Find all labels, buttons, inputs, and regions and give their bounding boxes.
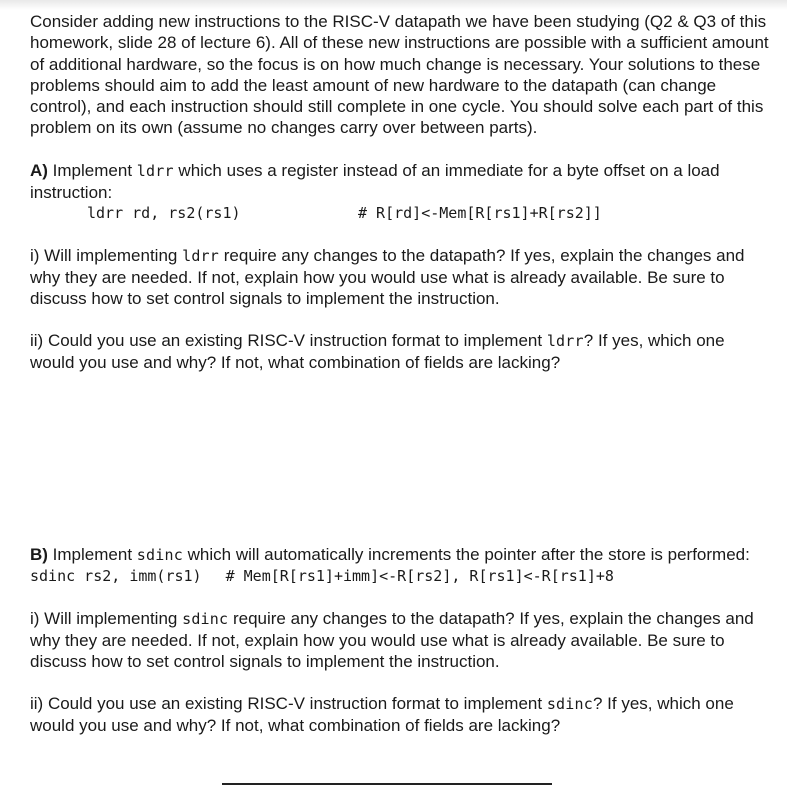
part-a-q1-pre: i) Will implementing [30, 245, 183, 265]
part-b-code-syntax: sdinc rs2, imm(rs1) [30, 567, 202, 586]
part-b-desc-pre: Implement [47, 545, 137, 565]
part-b-q1-pre: i) Will implementing [30, 608, 183, 628]
part-a-desc-pre: Implement [47, 160, 137, 180]
part-b [30, 544, 770, 736]
answer-space [30, 373, 770, 544]
part-a-question-2 [30, 330, 770, 374]
part-b-desc-post: which will automatically increments the pointer after the store is performed: [182, 545, 750, 565]
part-b-question-1 [30, 608, 770, 673]
part-a-code-comment: # R[rd]<-Mem[R[rs1]+R[rs2]] [358, 204, 602, 223]
part-b-question-2 [30, 693, 770, 737]
part-b-q2-pre: ii) Could you use an existing RISC-V instruction format to implement [30, 693, 547, 713]
part-b-label: B) [30, 545, 48, 565]
part-b-description [30, 544, 770, 566]
part-a-q1-post: require any changes to the datapath? If yes, explain the changes and why they are needed. If not, explain how you would use what is already available. Be sure to discuss how to set control signals to implement the instruction. [30, 245, 745, 309]
part-b-q2-post: ? If yes, which one would you use and why? If not, what combination of fields are lacking? [30, 693, 734, 735]
part-b-q1-instr: sdinc [182, 609, 229, 628]
part-a-code-syntax: ldrr rd, rs2(rs1) [87, 204, 241, 223]
part-b-instr: sdinc [136, 546, 183, 565]
text-selection-underline [222, 783, 552, 785]
part-b-code-comment: # Mem[R[rs1]+imm]<-R[rs2], R[rs1]<-R[rs1]+8 [225, 567, 614, 586]
part-a-q2-post: ? If yes, which one would you use and why? If not, what combination of fields are lacking? [30, 330, 725, 372]
part-a-desc-post: which uses a register instead of an immediate for a byte offset on a load instruction: [30, 160, 720, 203]
document-page [30, 11, 770, 736]
top-shadow [0, 0, 787, 10]
part-a-code [30, 203, 770, 224]
part-a-description [30, 160, 770, 204]
part-a [30, 160, 770, 373]
intro-paragraph: Consider adding new instructions to the RISC-V datapath we have been studying (Q2 & Q3 of this homework, slide 28 of lecture 6). All of these new instructions are possible with a sufficient amount of additional hardware, so the focus is on how much change is necessary. Your solutions to these problems should aim to add the least amount of new hardware to the datapath (can change control), and each instruction should still complete in one cycle. You should solve each part of this problem on its own (assume no changes carry over between parts). [30, 12, 769, 138]
part-b-q1-post: require any changes to the datapath? If yes, explain the changes and why they are needed. If not, explain how you would use what is already available. Be sure to discuss how to set control signals to implement the instruction. [30, 608, 754, 672]
part-a-instr: ldrr [136, 161, 174, 180]
part-a-q2-instr: ldrr [546, 331, 584, 350]
part-a-question-1 [30, 245, 770, 310]
part-a-label: A) [30, 160, 48, 180]
part-a-q2-pre: ii) Could you use an existing RISC-V instruction format to implement [30, 330, 547, 350]
part-b-q2-instr: sdinc [546, 694, 593, 713]
part-b-code [30, 566, 770, 587]
part-a-q1-instr: ldrr [182, 246, 220, 265]
